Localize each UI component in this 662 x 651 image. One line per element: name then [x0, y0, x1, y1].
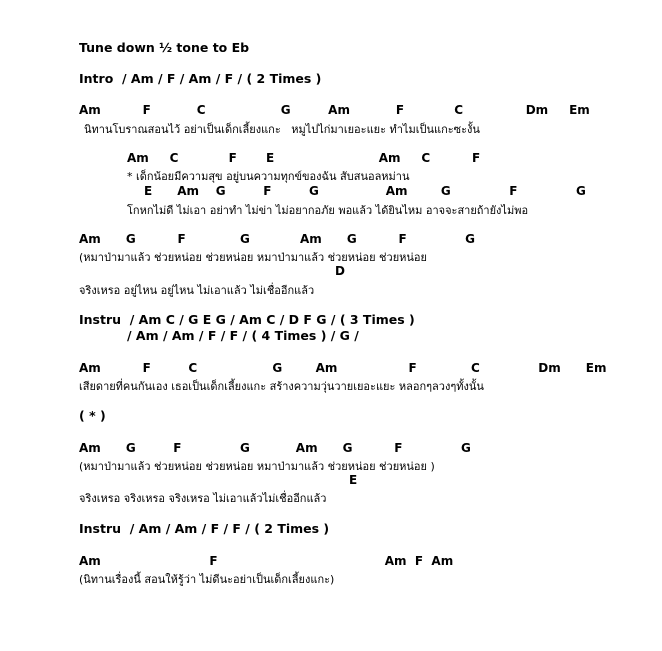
chorus2-lyric-2: จริงเหรอ จริงเหรอ จริงเหรอ ไม่เอาแล้วไม่เชื่ออีกแล้ว [79, 492, 327, 505]
outro-chords-1: Am F Am F Am [79, 554, 454, 568]
chorus1-lyric-1: (หมาป่ามาแล้ว ช่วยหน่อย ช่วยหน่อย หมาป่ามาแล้ว ช่วยหน่อย ช่วยหน่อย [79, 251, 427, 264]
chorus2-chords-1: Am G F G Am G F G [79, 441, 471, 455]
chorus2-lyric-1: (หมาป่ามาแล้ว ช่วยหน่อย ช่วยหน่อย หมาป่ามาแล้ว ช่วยหน่อย ช่วยหน่อย ) [79, 460, 435, 473]
instru1-line-2: / Am / Am / F / F / ( 4 Times ) / G / [127, 328, 359, 343]
chorus1-lyric-2: จริงเหรอ อยู่ไหน อยู่ไหน ไม่เอาแล้ว ไม่เชื่ออีกแล้ว [79, 284, 315, 297]
verse1-lyric-3: โกหกไม่ดี ไม่เอา อย่าทำ ไม่ข่า ไม่อยากอภัย พอแล้ว ได้ยินไหม อาจจะสายถ้ายังไม่พอ [127, 204, 529, 217]
verse1-chords-3: E Am G F G Am G F G [144, 184, 586, 198]
verse1-lyric-1: นิทานโบราณสอนไว้ อย่าเป็นเด็กเลี้ยงแกะ หมูไปไก่มาเยอะแยะ ทำไมเป็นแกะซะงั้น [84, 123, 480, 136]
verse1-chords-2: Am C F E Am C F [127, 151, 481, 165]
chorus1-chords-2: D [335, 264, 345, 278]
outro-lyric-1: (นิทานเรื่องนี้ สอนให้รู้ว่า ไม่ดีนะอย่าเป็นเด็กเลี้ยงแกะ) [79, 573, 335, 586]
tuning-line: Tune down ½ tone to Eb [79, 40, 250, 55]
chorus2-chords-2: E [349, 473, 358, 487]
verse1-chords-1: Am F C G Am F C Dm Em [79, 103, 590, 117]
verse2-lyric-1: เสียดายที่คนกันเอง เธอเป็นเด็กเลี้ยงแกะ สร้างความวุ่นวายเยอะแยะ หลอกๆลวงๆทั้งนั้น [79, 380, 484, 393]
instru2-line: Instru / Am / Am / F / F / ( 2 Times ) [79, 521, 330, 536]
intro-line: Intro / Am / F / Am / F / ( 2 Times ) [79, 71, 322, 86]
chorus1-chords-1: Am G F G Am G F G [79, 232, 475, 246]
instru1-line-1: Instru / Am C / G E G / Am C / D F G / ( 3 Times ) [79, 312, 415, 327]
verse1-lyric-2: * เด็กน้อยมีความสุข อยู่บนความทุกข์ของฉัน สับสนอลหม่าน [127, 170, 410, 183]
verse2-chords-1: Am F C G Am F C Dm Em [79, 361, 607, 375]
repeat-mark: ( * ) [79, 408, 106, 423]
